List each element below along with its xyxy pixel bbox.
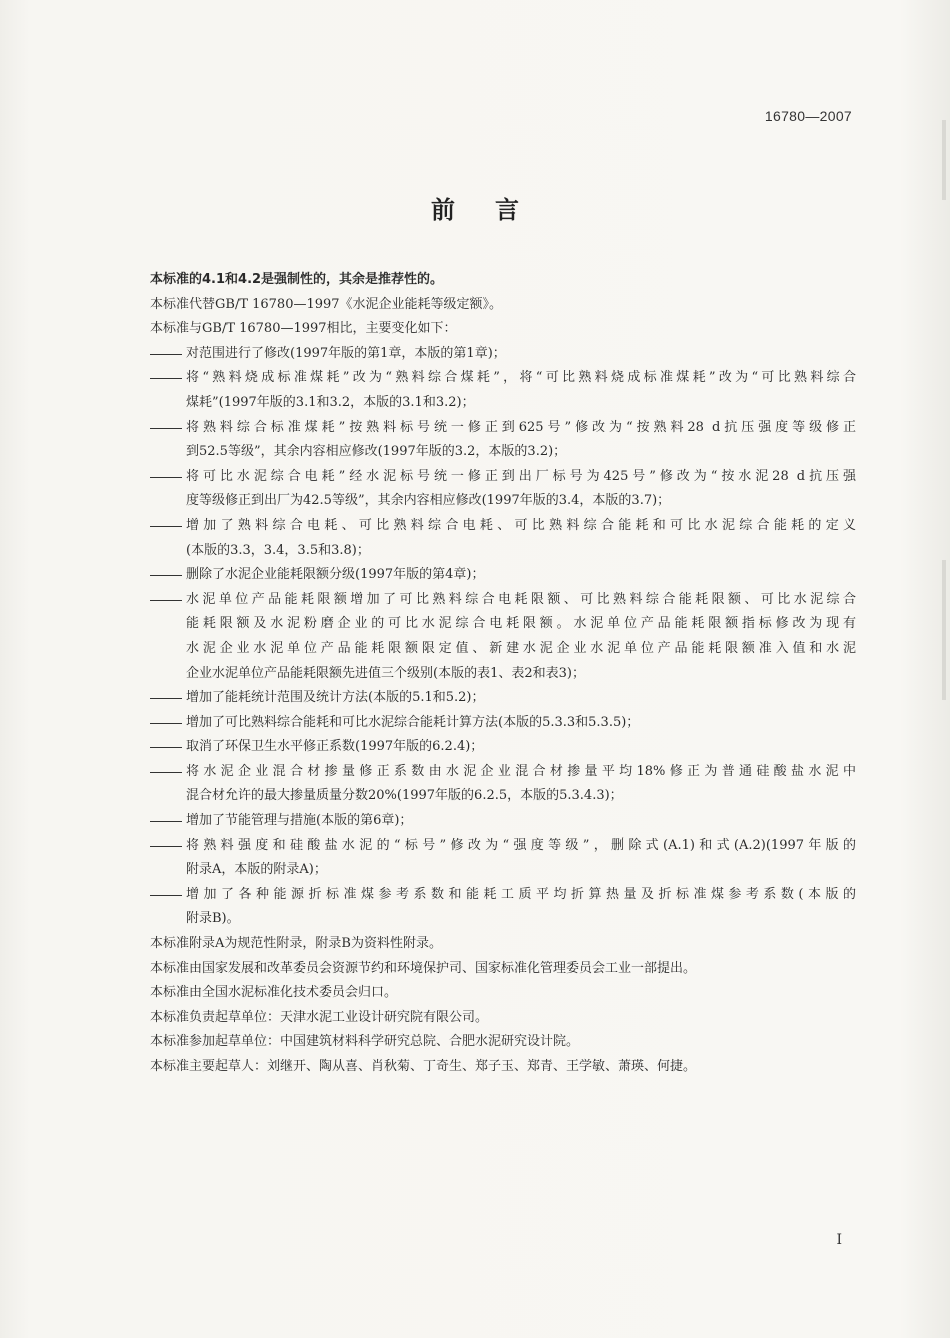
- changes-list: [150, 342, 856, 932]
- dash-marker: [150, 600, 182, 601]
- change-item: [150, 760, 856, 809]
- dash-marker: [150, 698, 182, 699]
- dash-marker: [150, 772, 182, 773]
- change-item: [150, 686, 856, 711]
- change-item: [150, 416, 856, 465]
- foreword-body: [150, 268, 856, 1080]
- appendix-note: 本标准附录A为规范性附录，附录B为资料性附录。: [150, 936, 442, 952]
- dash-marker: [150, 477, 182, 478]
- proposer-note: 本标准由国家发展和改革委员会资源节约和环境保护司、国家标准化管理委员会工业一部提出。: [150, 960, 697, 976]
- committee-note: 本标准由全国水泥标准化技术委员会归口。: [150, 985, 398, 1001]
- change-line: 企业水泥单位产品能耗限额先进值三个级别(本版的表1、表2和表3)；: [186, 665, 585, 681]
- change-item: [150, 834, 856, 883]
- replaces-note: 本标准代替GB/T 16780—1997《水泥企业能耗等级定额》。: [150, 296, 503, 312]
- change-line: 增加了各种能源折标准煤参考系数和能耗工质平均折算热量及折标准煤参考系数(本版的: [186, 886, 856, 902]
- change-line: 将水泥企业混合材掺量修正系数由水泥企业混合材掺量平均18%修正为普通硅酸盐水泥中: [186, 763, 856, 779]
- change-line: 对范围进行了修改(1997年版的第1章，本版的第1章)；: [186, 345, 506, 361]
- change-line: 煤耗”(1997年版的3.1和3.2，本版的3.1和3.2)；: [186, 394, 475, 410]
- change-line: 增加了可比熟料综合能耗和可比水泥综合能耗计算方法(本版的5.3.3和5.3.5)；: [186, 714, 640, 730]
- change-line: 到52.5等级”，其余内容相应修改(1997年版的3.2，本版的3.2)；: [186, 444, 567, 460]
- change-line: 将“熟料烧成标准煤耗”改为“熟料综合煤耗”，将“可比熟料烧成标准煤耗”改为“可比熟料综合: [186, 370, 856, 386]
- mandatory-clause-note: 本标准的4.1和4.2是强制性的，其余是推荐性的。: [150, 272, 444, 287]
- change-line: 混合材允许的最大掺量质量分数20%(1997年版的6.2.5，本版的5.3.4.3)；: [186, 788, 623, 804]
- dash-marker: [150, 846, 182, 847]
- page-number: I: [836, 1232, 842, 1248]
- change-item: [150, 514, 856, 563]
- change-line: 取消了环保卫生水平修正系数(1997年版的6.2.4)；: [186, 739, 484, 755]
- change-line: 删除了水泥企业能耗限额分级(1997年版的第4章)；: [186, 567, 485, 583]
- drafting-unit-note: 本标准负责起草单位：天津水泥工业设计研究院有限公司。: [150, 1009, 489, 1025]
- change-item: [150, 366, 856, 415]
- change-item: [150, 883, 856, 932]
- change-line: (本版的3.3，3.4，3.5和3.8)；: [186, 542, 370, 558]
- change-line: 水泥企业水泥单位产品能耗限额限定值、新建水泥企业水泥单位产品能耗限额准入值和水泥: [186, 640, 856, 656]
- dash-marker: [150, 821, 182, 822]
- standard-number: 16780—2007: [764, 108, 852, 124]
- change-item: [150, 342, 856, 367]
- dash-marker: [150, 526, 182, 527]
- change-line: 将熟料强度和硅酸盐水泥的“标号”修改为“强度等级”，删除式(A.1)和式(A.2)(1997年版的: [186, 837, 856, 853]
- change-item: [150, 465, 856, 514]
- change-line: 附录A，本版的附录A)；: [186, 862, 327, 878]
- change-line: 增加了节能管理与措施(本版的第6章)；: [186, 813, 413, 829]
- change-line: 增加了能耗统计范围及统计方法(本版的5.1和5.2)；: [186, 690, 485, 706]
- dash-marker: [150, 575, 182, 576]
- participating-units-note: 本标准参加起草单位：中国建筑材料科学研究总院、合肥水泥研究设计院。: [150, 1034, 580, 1050]
- change-line: 能耗限额及水泥粉磨企业的可比水泥综合电耗限额。水泥单位产品能耗限额指标修改为现有: [186, 616, 856, 632]
- change-item: [150, 563, 856, 588]
- change-item: [150, 735, 856, 760]
- drafters-note: 本标准主要起草人：刘继开、陶从喜、肖秋菊、丁奇生、郑子玉、郑青、王学敏、萧瑛、何捷。: [150, 1059, 697, 1074]
- change-line: 度等级修正到出厂为42.5等级”，其余内容相应修改(1997年版的3.4，本版的3.7)；: [186, 493, 671, 509]
- dash-marker: [150, 723, 182, 724]
- change-line: 将可比水泥综合电耗”经水泥标号统一修正到出厂标号为425号”修改为“按水泥28 d抗压强: [186, 468, 856, 484]
- dash-marker: [150, 747, 182, 748]
- change-item: [150, 711, 856, 736]
- dash-marker: [150, 428, 182, 429]
- dash-marker: [150, 378, 182, 379]
- change-item: [150, 809, 856, 834]
- changes-intro: 本标准与GB/T 16780—1997相比，主要变化如下：: [150, 321, 457, 337]
- change-line: 水泥单位产品能耗限额增加了可比熟料综合电耗限额、可比熟料综合能耗限额、可比水泥综合: [186, 591, 856, 607]
- dash-marker: [150, 895, 182, 896]
- change-line: 附录B)。: [186, 911, 240, 927]
- scan-edge-mark: [942, 120, 946, 200]
- change-line: 增加了熟料综合电耗、可比熟料综合电耗、可比熟料综合能耗和可比水泥综合能耗的定义: [186, 517, 856, 533]
- page-title: 前言: [431, 196, 559, 224]
- dash-marker: [150, 354, 182, 355]
- change-item: [150, 588, 856, 686]
- scan-edge-mark: [942, 560, 946, 700]
- change-line: 将熟料综合标准煤耗”按熟料标号统一修正到625号”修改为“按熟料28 d抗压强度等级修正: [186, 419, 856, 435]
